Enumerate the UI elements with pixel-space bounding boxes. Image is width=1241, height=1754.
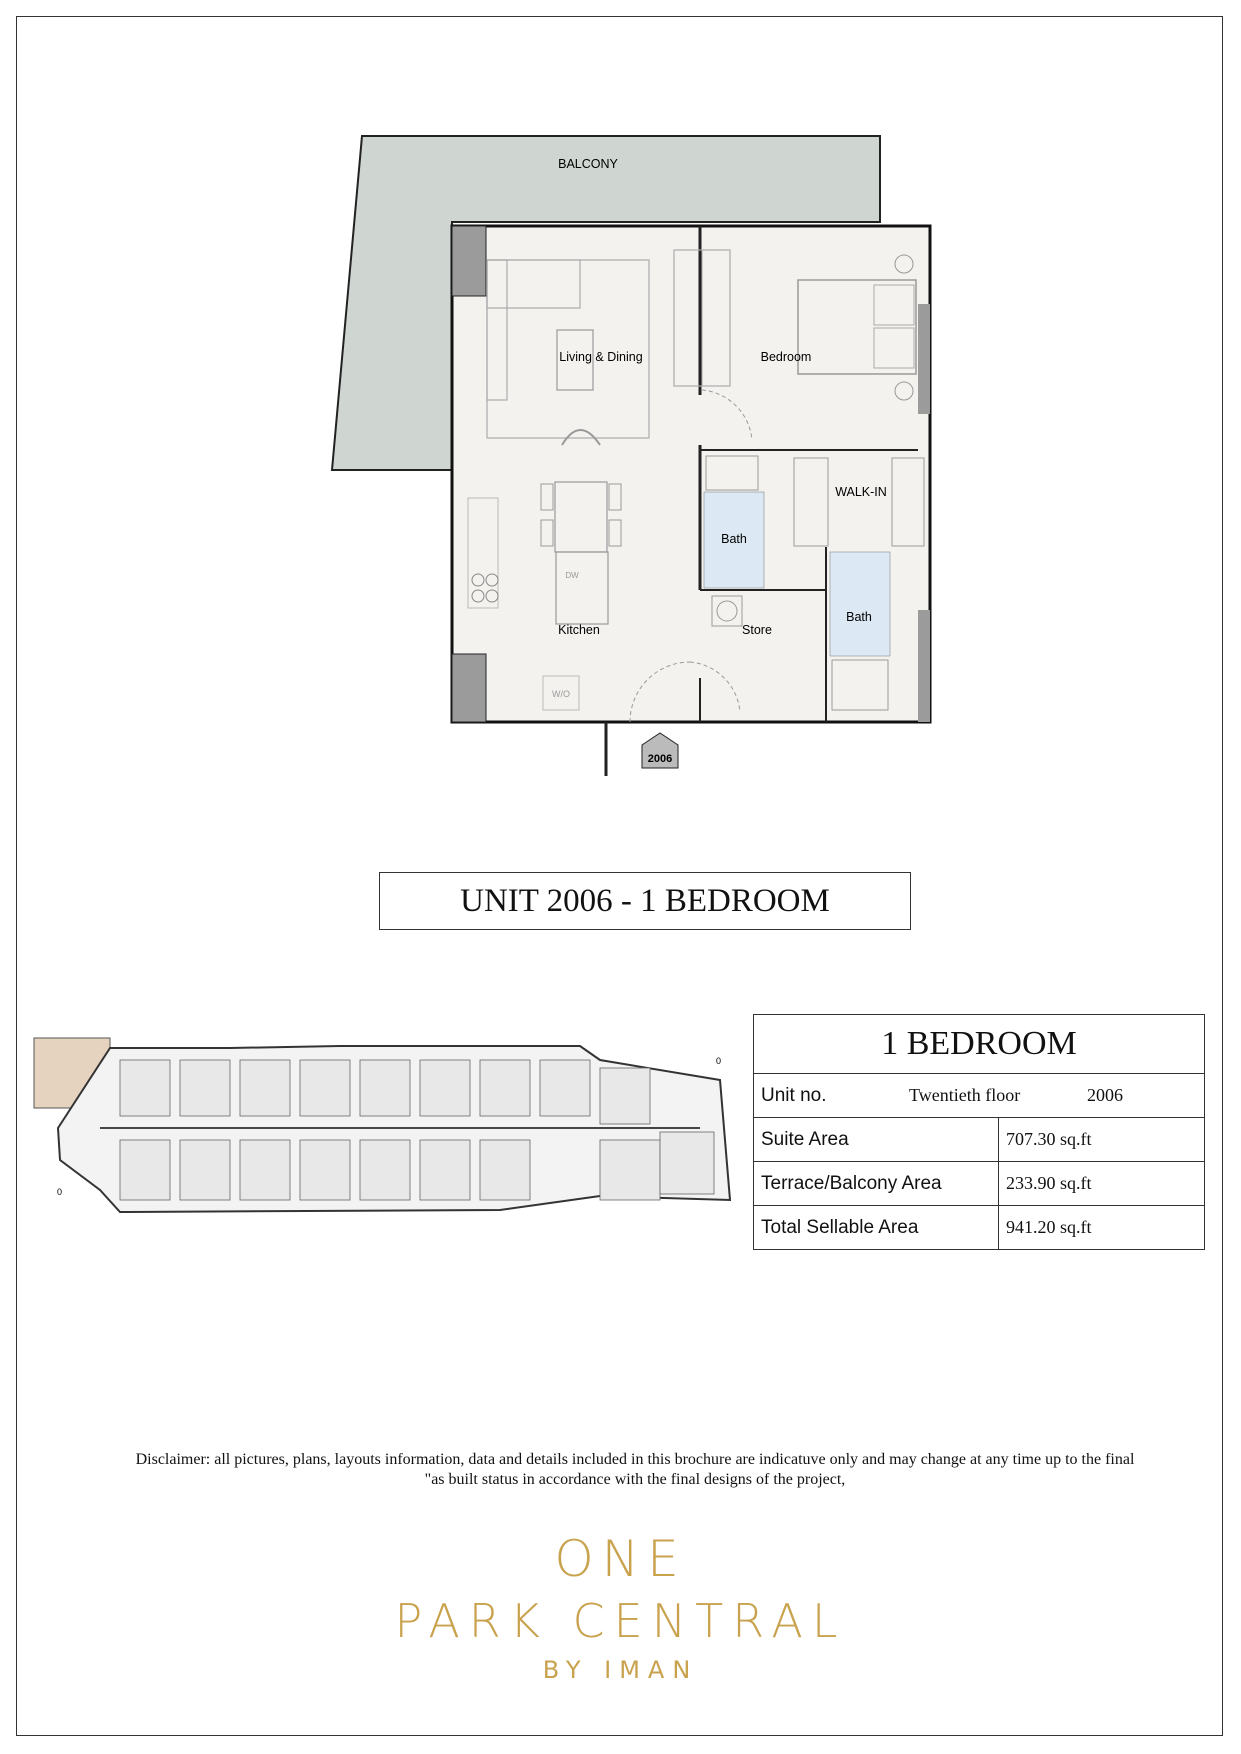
store-label: Store [742, 623, 772, 637]
table-row [754, 1206, 1205, 1250]
walkin-label: WALK-IN [835, 485, 887, 499]
spec-table [753, 1014, 1205, 1250]
wo-label: W/O [552, 689, 570, 699]
bath-1-label: Bath [721, 532, 747, 546]
logo-line-park-central: PARK CENTRAL [394, 1594, 847, 1648]
keyplan-zero-left: 0 [57, 1187, 63, 1197]
area-value: 233.90 sq.ft [999, 1162, 1205, 1206]
brand-logo [0, 1530, 1241, 1684]
area-label: Suite Area [754, 1118, 999, 1162]
area-value: 707.30 sq.ft [999, 1118, 1205, 1162]
logo-line-by-iman: BY IMAN [542, 1656, 699, 1684]
disclaimer-line-2: "as built status in accordance with the final designs of the project, [424, 1471, 846, 1488]
unit-no-label: Unit no. [761, 1084, 827, 1106]
disclaimer-line-1: Disclaimer: all pictures, plans, layouts information, data and details included in this brochure are indicatuve only and may change at any time up to the final [135, 1451, 1135, 1468]
dw-label: DW [565, 571, 579, 580]
keyplan-zero-right: 0 [716, 1056, 722, 1066]
floor-value: Twentieth floor [909, 1085, 1021, 1105]
balcony-label: BALCONY [558, 157, 618, 171]
living-dining-label: Living & Dining [559, 350, 643, 364]
floor-plan [320, 126, 940, 786]
disclaimer [70, 1450, 1200, 1490]
kitchen-label: Kitchen [558, 623, 600, 637]
area-label: Terrace/Balcony Area [754, 1162, 999, 1206]
key-plan [28, 1030, 738, 1220]
unit-title: UNIT 2006 - 1 BEDROOM [379, 872, 911, 930]
unit-info-row [754, 1074, 1205, 1118]
table-row [754, 1162, 1205, 1206]
unit-no-value: 2006 [1087, 1085, 1123, 1105]
table-row [754, 1118, 1205, 1162]
bath-2-label: Bath [846, 610, 872, 624]
bedroom-label: Bedroom [760, 350, 812, 364]
area-label: Total Sellable Area [754, 1206, 999, 1250]
area-value: 941.20 sq.ft [999, 1206, 1205, 1250]
unit-tag-label: 2006 [647, 753, 673, 765]
logo-line-one: ONE [554, 1530, 687, 1588]
spec-header: 1 BEDROOM [754, 1015, 1205, 1074]
